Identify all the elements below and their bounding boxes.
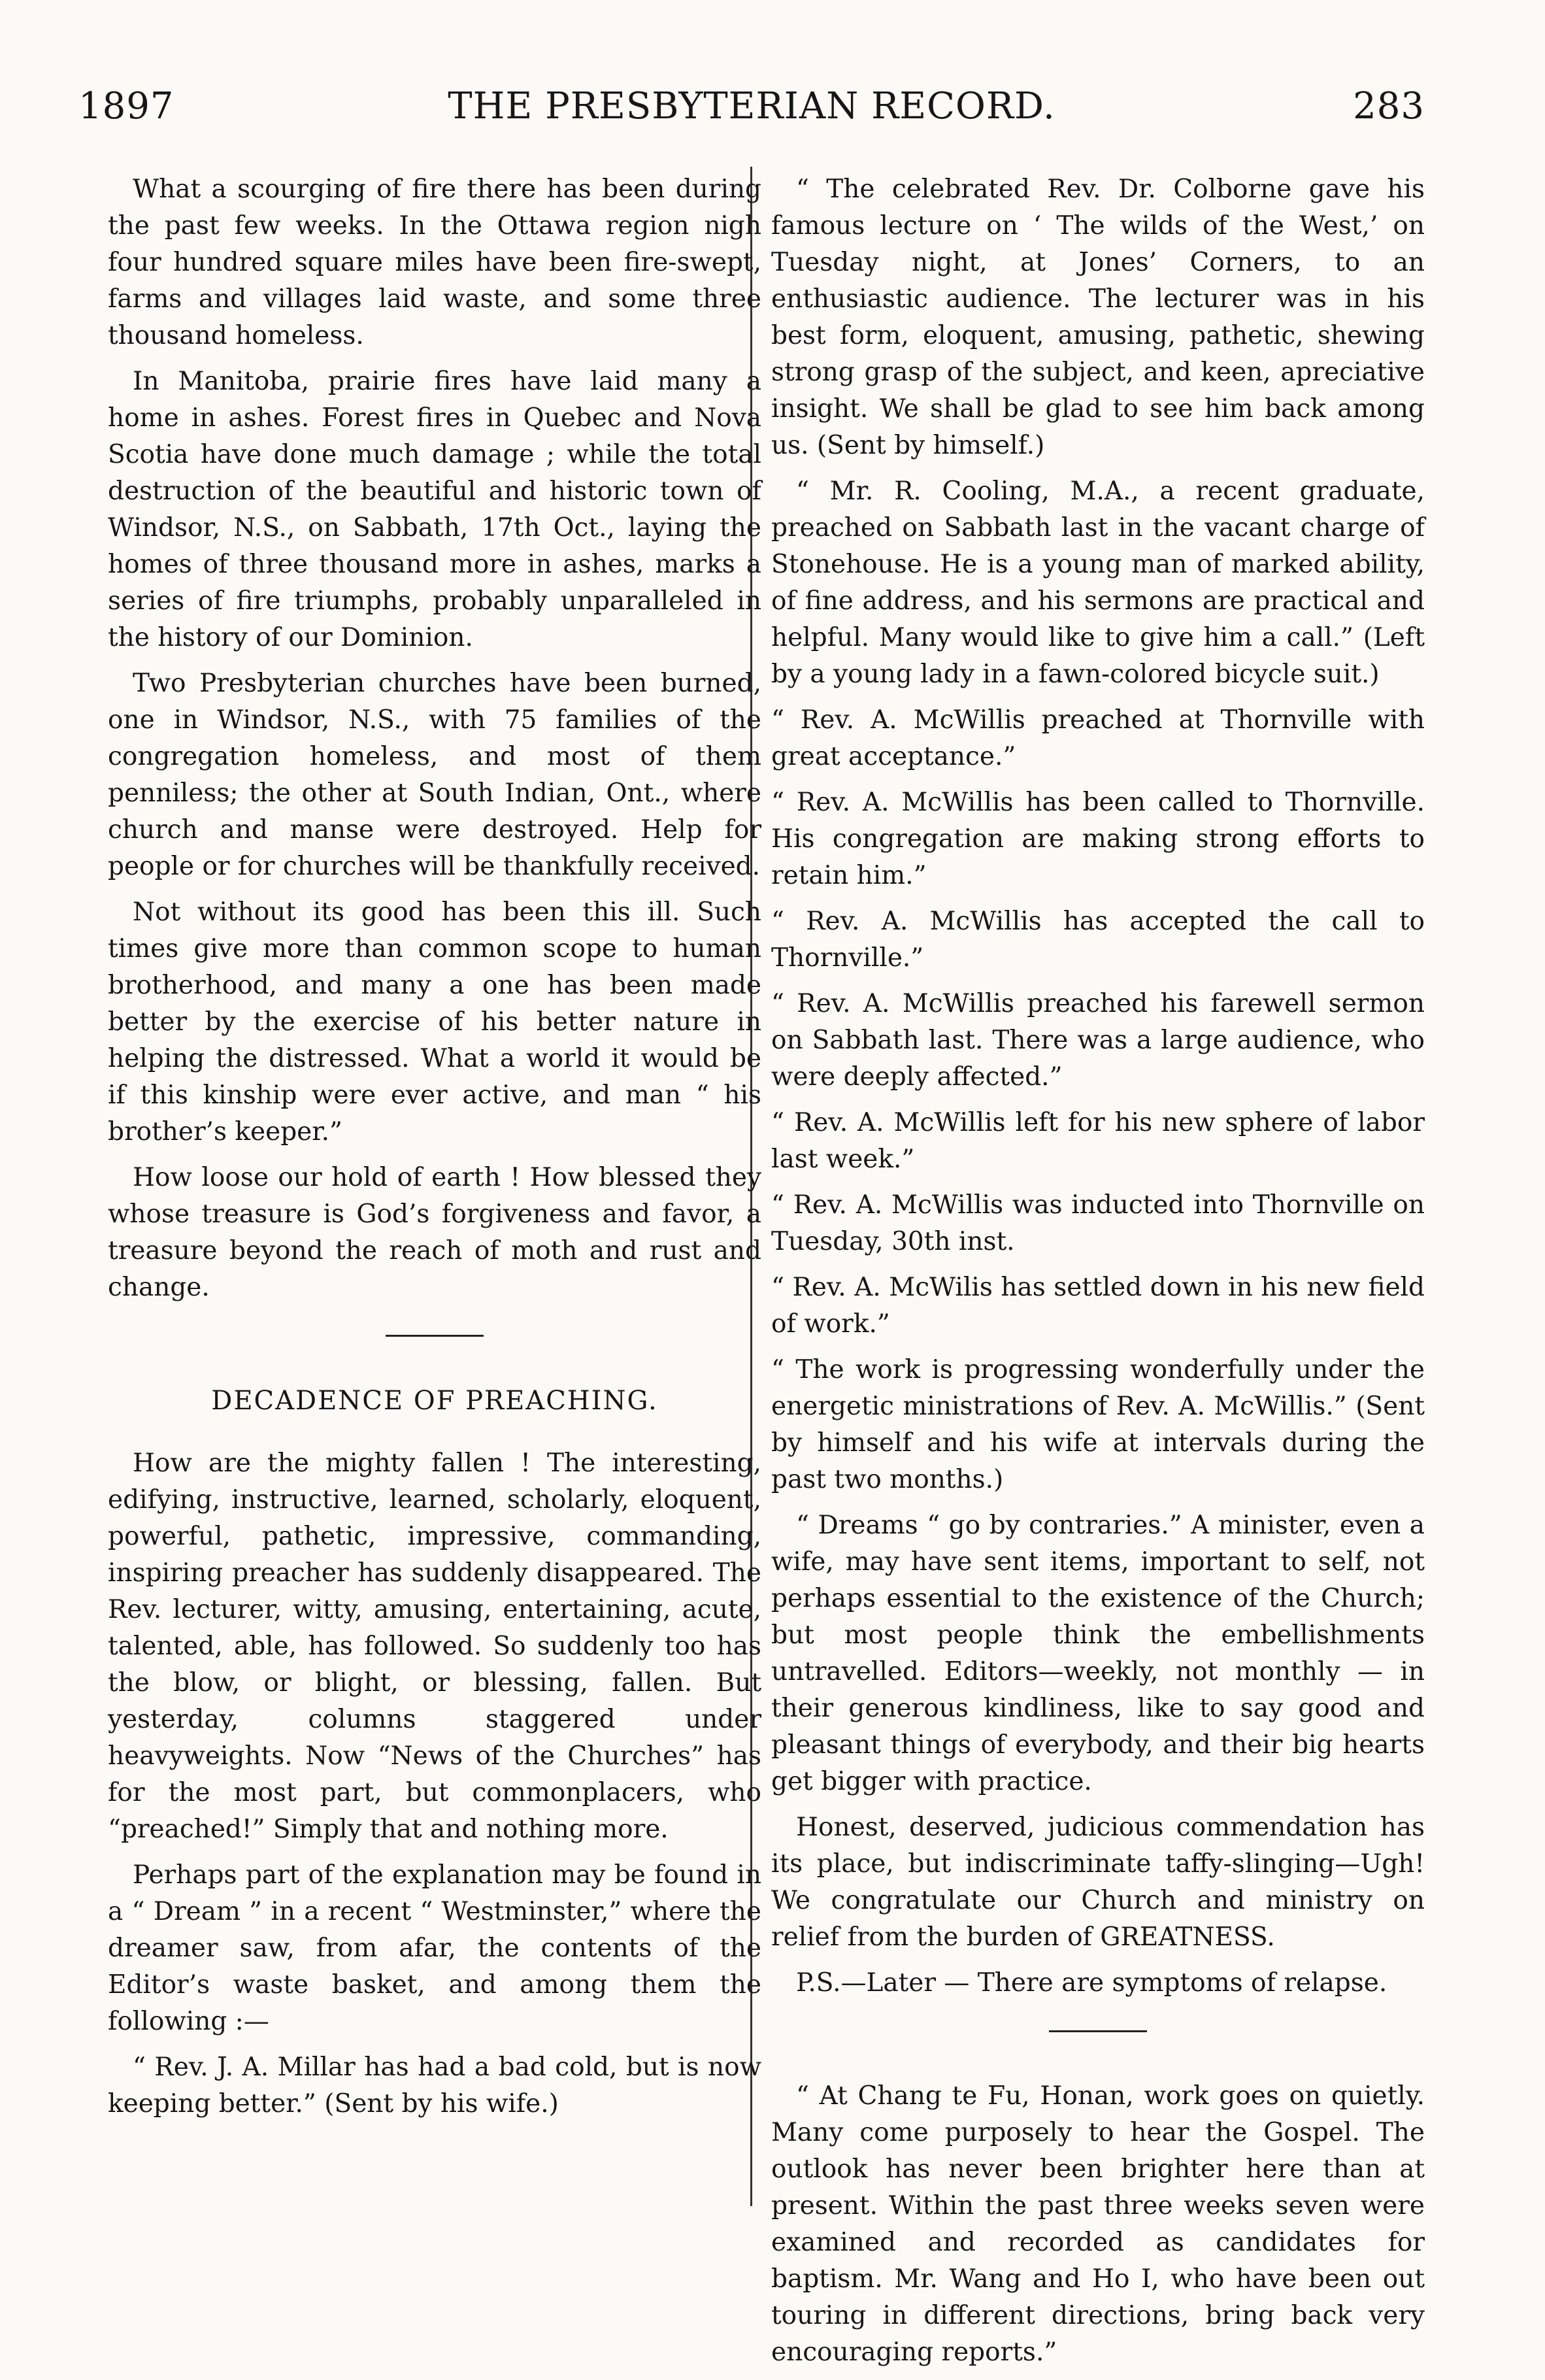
- paragraph: In Manitoba, prairie fires have laid many a home in ashes. Forest fires in Quebec and Nova Scotia have done much damage ; while the total destruction of the beautiful and historic town of Windsor, N.S., on Sabbath, 17th Oct., laying the homes of three thousand more in ashes, marks a series of fire triumphs, probably unparalleled in the history of our Dominion.: [108, 367, 761, 652]
- section-divider: [1049, 2030, 1147, 2032]
- quoted-item: “ Rev. A. McWillis preached his farewell sermon on Sabbath last. There was a large audience, who were deeply affected.”: [771, 989, 1425, 1092]
- header-title: THE PRESBYTERIAN RECORD.: [448, 85, 1055, 127]
- paragraph: How loose our hold of earth ! How blessed they whose treasure is God’s forgiveness and favor, a treasure beyond the reach of moth and rust and change.: [108, 1163, 761, 1302]
- paragraph: “ Dreams “ go by contraries.” A minister, even a wife, may have sent items, important to self, not perhaps essential to the existence of the Church; but most people think the embellishments untravelled. Editors—weekly, not monthly — in their generous kindliness, like to say good and pleasant things of everybody, and their big hearts get bigger with practice.: [771, 1511, 1425, 1796]
- paragraph: P.S.—Later — There are symptoms of relapse.: [796, 1968, 1387, 1998]
- quoted-item: “ The work is progressing wonderfully under the energetic ministrations of Rev. A. McWillis.” (Sent by himself and his wife at intervals during the past two months.): [771, 1355, 1425, 1494]
- left-column: [108, 171, 761, 2132]
- paragraph: Not without its good has been this ill. Such times give more than common scope to human brotherhood, and many a one has been made better by the exercise of his better nature in helping the distressed. What a world it would be if this kinship were ever active, and man “ his brother’s keeper.”: [108, 897, 761, 1147]
- quoted-item: “ Rev. A. McWillis left for his new sphere of labor last week.”: [771, 1108, 1425, 1174]
- right-column: [771, 171, 1425, 2380]
- section-divider: [386, 1335, 484, 1337]
- paragraph: Perhaps part of the explanation may be found in a “ Dream ” in a recent “ Westminster,” where the dreamer saw, from afar, the contents of the Editor’s waste basket, and among them the following :—: [108, 1860, 761, 2036]
- quoted-item: “ Rev. A. McWillis has accepted the call to Thornville.”: [771, 907, 1425, 973]
- section-heading: DECADENCE OF PREACHING.: [211, 1386, 658, 1416]
- quoted-item: “ Rev. A. McWillis has been called to Thornville. His congregation are making strong efforts to retain him.”: [771, 788, 1425, 890]
- quoted-item: “ Rev. A. McWillis preached at Thornville with great acceptance.”: [771, 705, 1425, 771]
- quoted-item: “ The celebrated Rev. Dr. Colborne gave his famous lecture on ‘ The wilds of the West,’ on Tuesday night, at Jones’ Corners, to an enthusiastic audience. The lecturer was in his best form, eloquent, amusing, pathetic, shewing strong grasp of the subject, and keen, apreciative insight. We shall be glad to see him back among us. (Sent by himself.): [771, 175, 1425, 460]
- quoted-item: “ Rev. A. McWilis has settled down in his new field of work.”: [771, 1273, 1425, 1339]
- page-number: 283: [1353, 85, 1425, 127]
- page-header: [78, 85, 1425, 137]
- paragraph: How are the mighty fallen ! The interesting, edifying, instructive, learned, scholarly, eloquent, powerful, pathetic, impressive, commanding, inspiring preacher has suddenly disappeared. The Rev. lecturer, witty, amusing, entertaining, acute, talented, able, has followed. So suddenly too has the blow, or blight, or blessing, fallen. But yesterday, columns staggered under heavyweights. Now “News of the Churches” has for the most part, but commonplacers, who “preached!” Simply that and nothing more.: [108, 1449, 761, 1844]
- paragraph: Two Presbyterian churches have been burned, one in Windsor, N.S., with 75 families of the congregation homeless, and most of them penniless; the other at South Indian, Ont., where church and manse were destroyed. Help for people or for churches will be thankfully received.: [108, 669, 761, 881]
- paragraph: What a scourging of fire there has been during the past few weeks. In the Ottawa region nigh four hundred square miles have been fire-swept, farms and villages laid waste, and some three thousand homeless.: [108, 175, 761, 350]
- quoted-item: “ At Chang te Fu, Honan, work goes on quietly. Many come purposely to hear the Gospel. The outlook has never been brighter here than at present. Within the past three weeks seven were examined and recorded as candidates for baptism. Mr. Wang and Ho I, who have been out touring in different directions, bring back very encouraging reports.”: [771, 2081, 1425, 2367]
- quoted-item: “ Rev. A. McWillis was inducted into Thornville on Tuesday, 30th inst.: [771, 1190, 1425, 1256]
- quoted-item: “ Mr. R. Cooling, M.A., a recent graduate, preached on Sabbath last in the vacant charge of Stonehouse. He is a young man of marked ability, of fine address, and his sermons are practical and helpful. Many would like to give him a call.” (Left by a young lady in a fawn-colored bicycle suit.): [771, 477, 1425, 689]
- quoted-item: “ Rev. J. A. Millar has had a bad cold, but is now keeping better.” (Sent by his wife.): [108, 2053, 761, 2119]
- paragraph: Honest, deserved, judicious commendation has its place, but indiscriminate taffy-slinging—Ugh! We congratulate our Church and ministry on relief from the burden of GREATNESS.: [771, 1813, 1425, 1952]
- header-year: 1897: [78, 85, 174, 127]
